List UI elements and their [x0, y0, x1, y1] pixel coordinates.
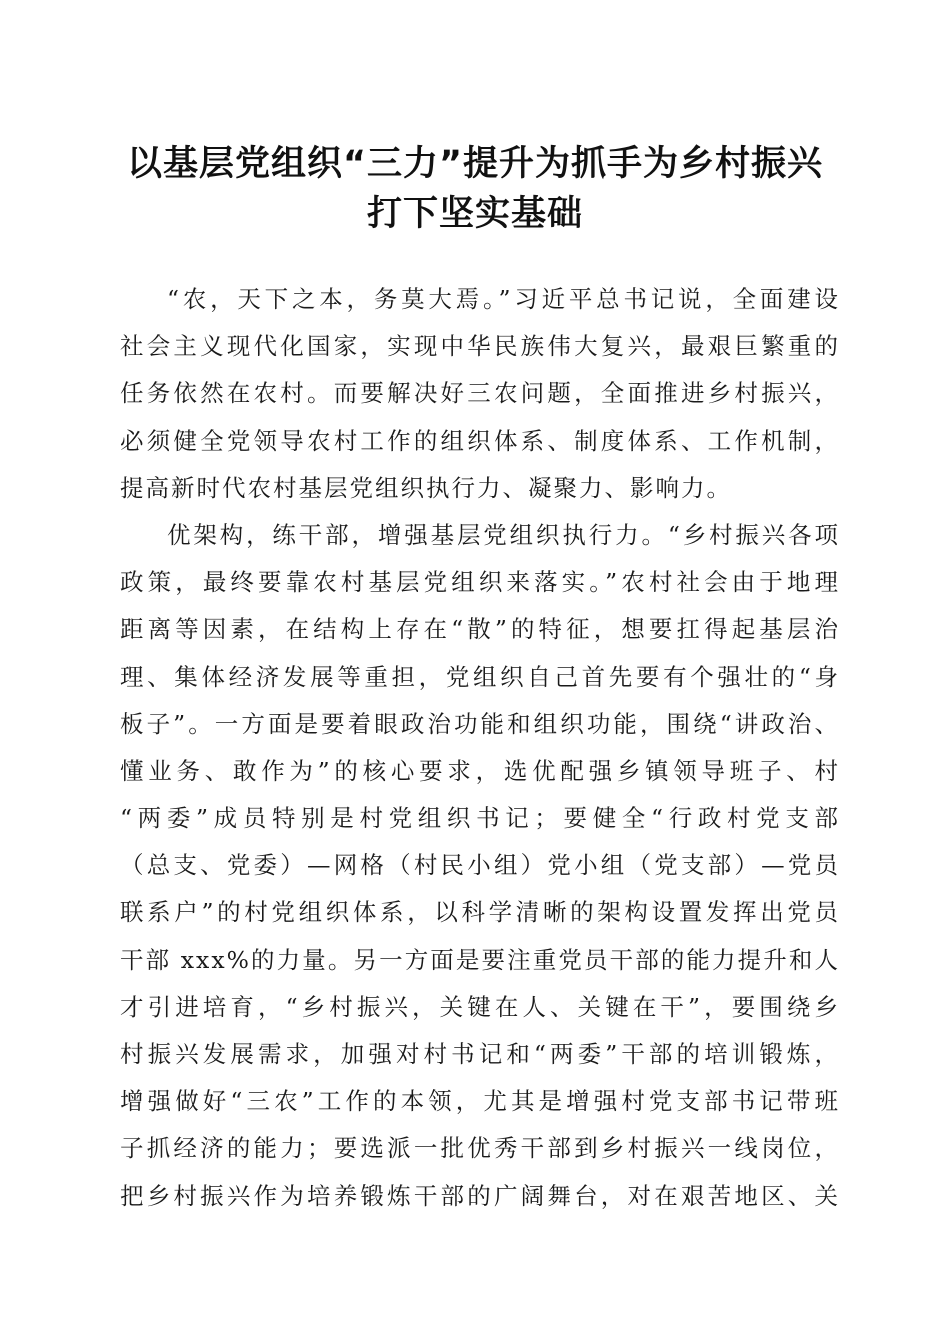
text-line: 理、集体经济发展等重担，党组织自己首先要有个强壮的“身: [120, 662, 840, 691]
document-body: [120, 276, 840, 1220]
text-line: 提高新时代农村基层党组织执行力、凝聚力、影响力。: [120, 473, 732, 502]
text-line: 联系户”的村党组织体系，以科学清晰的架构设置发挥出党员: [120, 898, 840, 927]
text-line: 才引进培育，“乡村振兴，关键在人、关键在干”，要围绕乡: [120, 992, 840, 1021]
text-line: 必须健全党领导农村工作的组织体系、制度体系、工作机制，: [120, 426, 840, 455]
text-line: 优架构，练干部，增强基层党组织执行力。“乡村振兴各项: [167, 520, 840, 549]
text-line: 把乡村振兴作为培养锻炼干部的广阔舞台，对在艰苦地区、关: [120, 1181, 840, 1210]
text-line: 村振兴发展需求，加强对村书记和“两委”干部的培训锻炼，: [120, 1040, 840, 1068]
text-line: 社会主义现代化国家，实现中华民族伟大复兴，最艰巨繁重的: [120, 332, 840, 361]
text-line: 板子”。一方面是要着眼政治功能和组织功能，围绕“讲政治、: [120, 709, 840, 738]
text-line: 政策，最终要靠农村基层党组织来落实。”农村社会由于地理: [120, 568, 840, 597]
text-line: 子抓经济的能力；要选派一批优秀干部到乡村振兴一线岗位，: [120, 1134, 840, 1163]
document-title-line-1: 以基层党组织“三力”提升为抓手为乡村振兴: [126, 144, 823, 184]
text-line: 懂业务、敢作为”的核心要求，选优配强乡镇领导班子、村: [120, 756, 840, 785]
paragraph-2: [120, 512, 840, 1220]
text-line: 任务依然在农村。而要解决好三农问题，全面推进乡村振兴，: [120, 379, 840, 408]
document-title-line-2: 打下坚实基础: [366, 194, 583, 234]
paragraph-1: [120, 276, 840, 512]
text-line: “两委”成员特别是村党组织书记；要健全“行政村党支部: [120, 804, 840, 833]
text-line: “农，天下之本，务莫大焉。”习近平总书记说，全面建设: [167, 285, 840, 313]
text-line: （总支、党委）—网格（村民小组）党小组（党支部）—党员: [120, 851, 840, 880]
text-line: 增强做好“三农”工作的本领，尤其是增强村党支部书记带班: [120, 1087, 840, 1116]
text-line: 距离等因素，在结构上存在“散”的特征，想要扛得起基层治: [120, 615, 840, 644]
text-line: 干部 xxx%的力量。另一方面是要注重党员干部的能力提升和人: [120, 945, 840, 974]
